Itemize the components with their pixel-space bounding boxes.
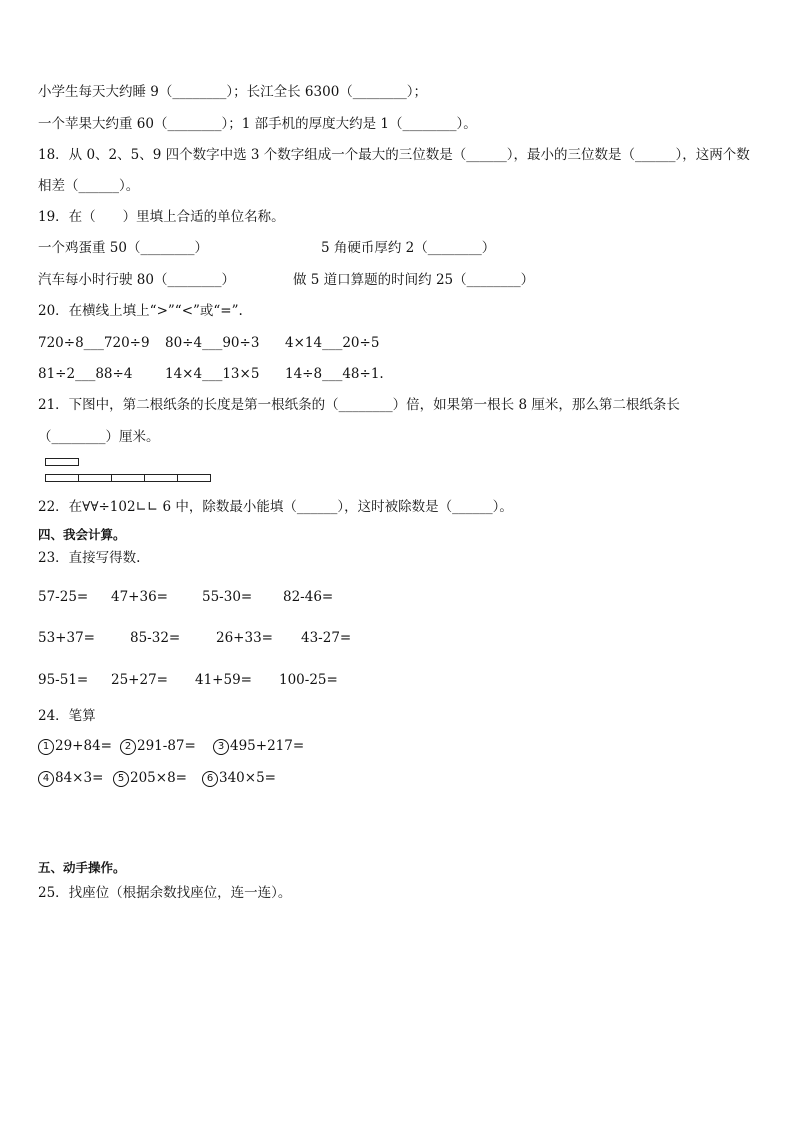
written-calc-item: 6 340×5= (202, 769, 276, 787)
item-number-circle: 6 (202, 771, 218, 787)
question-24-title: 24．笔算 (38, 708, 96, 724)
second-paper-strip-segment (177, 474, 211, 482)
question-20-title: 20．在横线上填上“>”“<”或“=”. (38, 303, 243, 319)
question-19-item-coin: 5 角硬币厚约 2（________） (321, 240, 496, 256)
question-18-line-2: 相差（______）。 (38, 178, 140, 194)
question-21-line-2: （________）厘米。 (38, 429, 160, 445)
mental-math-item: 55-30= (202, 589, 253, 605)
written-calc-item: 2 291-87= (120, 737, 196, 755)
mental-math-item: 47+36= (111, 589, 168, 605)
second-paper-strip-segment (144, 474, 178, 482)
compare-item: 4×14___20÷5 (285, 335, 380, 351)
written-calc-item: 5 205×8= (113, 769, 187, 787)
item-number-circle: 3 (213, 739, 229, 755)
question-19-item-car: 汽车每小时行驶 80（________） (38, 272, 235, 288)
written-calc-item: 3 495+217= (213, 737, 304, 755)
compare-item: 14×4___13×5 (165, 366, 260, 382)
mental-math-item: 53+37= (38, 630, 95, 646)
section-5-heading: 五、动手操作。 (38, 860, 126, 875)
compare-item: 81÷2___88÷4 (38, 366, 133, 382)
item-number-circle: 2 (120, 739, 136, 755)
item-number-circle: 1 (38, 739, 54, 755)
mental-math-item: 57-25= (38, 589, 89, 605)
compare-item: 14÷8___48÷1. (285, 366, 384, 382)
second-paper-strip-segment (45, 474, 79, 482)
mental-math-item: 82-46= (283, 589, 334, 605)
item-number-circle: 5 (113, 771, 129, 787)
fill-units-line-1: 小学生每天大约睡 9（________）；长江全长 6300（________）； (38, 84, 428, 100)
item-number-circle: 4 (38, 771, 54, 787)
fill-units-line-2: 一个苹果大约重 60（________）；1 部手机的厚度大约是 1（________）。 (38, 116, 477, 132)
written-calc-item: 1 29+84= (38, 737, 112, 755)
compare-item: 720÷8___720÷9 (38, 335, 150, 351)
question-21-line-1: 21．下图中，第二根纸条的长度是第一根纸条的（________）倍，如果第一根长 8 厘米，那么第二根纸条长 (38, 397, 680, 413)
mental-math-item: 41+59= (195, 672, 252, 688)
question-19-title: 19．在（ ）里填上合适的单位名称。 (38, 209, 285, 225)
question-23-title: 23．直接写得数. (38, 550, 141, 566)
second-paper-strip-segment (111, 474, 145, 482)
second-paper-strip-segment (78, 474, 112, 482)
written-calc-item: 4 84×3= (38, 769, 103, 787)
mental-math-item: 26+33= (216, 630, 273, 646)
compare-item: 80÷4___90÷3 (165, 335, 260, 351)
question-19-item-egg: 一个鸡蛋重 50（________） (38, 240, 208, 256)
first-paper-strip (45, 458, 79, 466)
mental-math-item: 43-27= (301, 630, 352, 646)
mental-math-item: 25+27= (111, 672, 168, 688)
mental-math-item: 95-51= (38, 672, 89, 688)
question-18-line-1: 18．从 0、2、5、9 四个数字中选 3 个数字组成一个最大的三位数是（______），最小的三位数是（______），这两个数 (38, 147, 750, 163)
question-22: 22．在∀∀÷102∟∟ 6 中，除数最小能填（______），这时被除数是（______）。 (38, 499, 513, 515)
mental-math-item: 85-32= (130, 630, 181, 646)
mental-math-item: 100-25= (279, 672, 338, 688)
question-25-title: 25．找座位（根据余数找座位，连一连）。 (38, 885, 292, 901)
question-19-item-time: 做 5 道口算题的时间约 25（________） (293, 272, 535, 288)
section-4-heading: 四、我会计算。 (38, 527, 126, 542)
